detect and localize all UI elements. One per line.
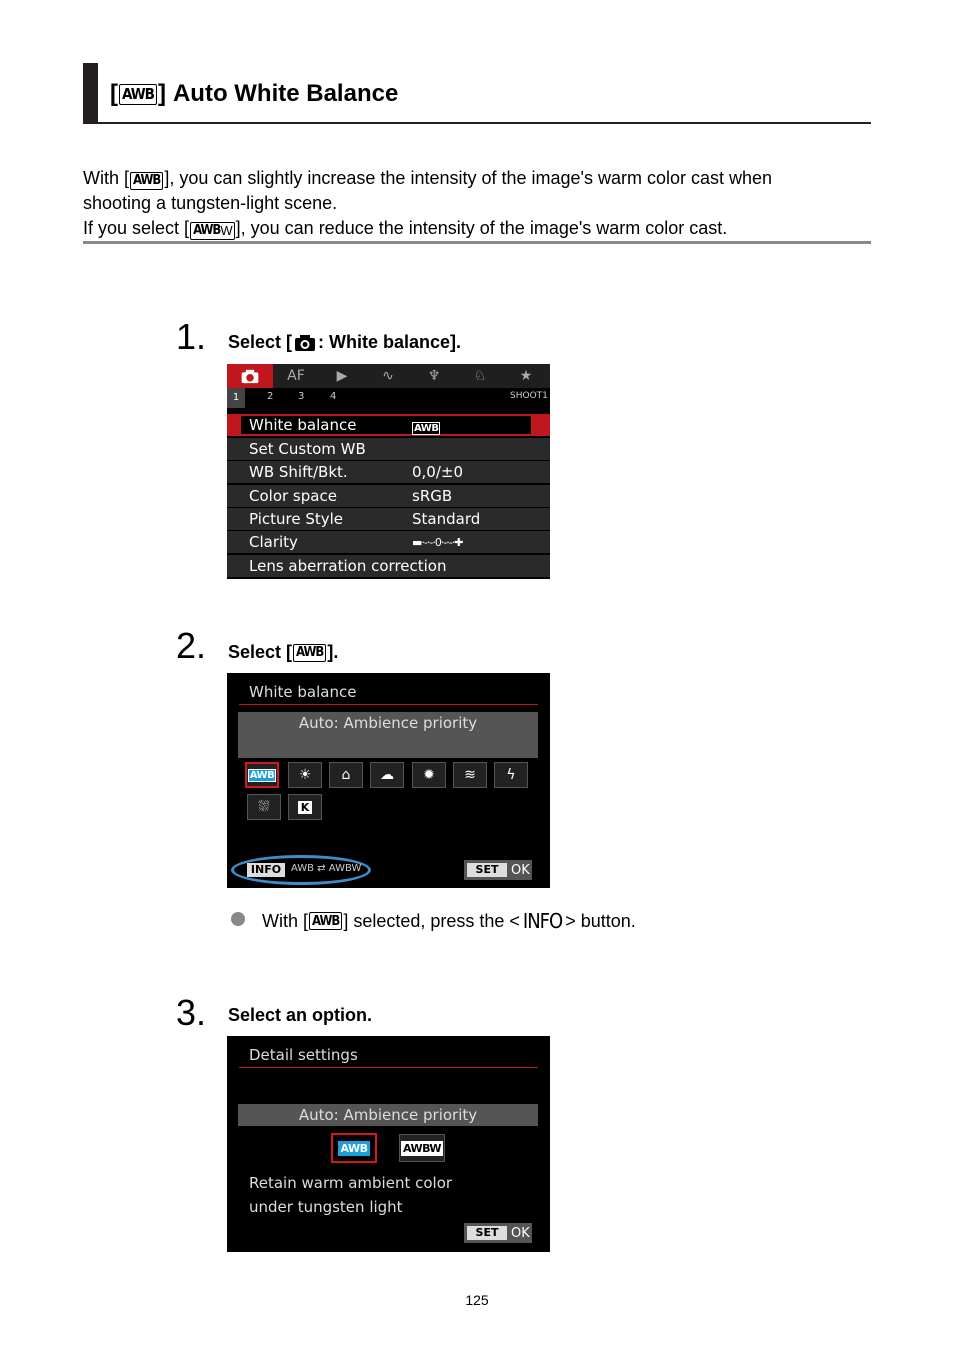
heading-bracket-open: [ bbox=[110, 80, 118, 107]
subtab-3[interactable]: 3 bbox=[298, 391, 305, 402]
subtab-2[interactable]: 2 bbox=[267, 391, 274, 402]
intro-line-3-a: If you select [ bbox=[83, 218, 190, 238]
wb-option-custom[interactable] bbox=[247, 794, 281, 820]
detail-settings-screen bbox=[227, 1036, 550, 1252]
description-line-1: Retain warm ambient color bbox=[249, 1174, 453, 1192]
screen-title: Detail settings bbox=[249, 1046, 358, 1064]
menu-row-set-custom-wb[interactable] bbox=[227, 438, 550, 460]
bullet-text bbox=[262, 909, 636, 933]
title-rule bbox=[239, 704, 538, 705]
heading-bracket-close: ] bbox=[157, 80, 166, 107]
menu-row-lens-aberration[interactable] bbox=[227, 555, 550, 577]
intro-line-1-a: With [ bbox=[83, 168, 130, 188]
tab-custom[interactable]: ♘ bbox=[473, 368, 487, 384]
set-ok-button[interactable] bbox=[464, 860, 532, 880]
menu-row-value: 0,0/±0 bbox=[412, 463, 464, 481]
menu-row-value: Standard bbox=[412, 510, 481, 528]
bullet-text-a: With [ bbox=[262, 910, 309, 931]
wb-option-fluorescent[interactable] bbox=[453, 762, 487, 788]
set-label: SET bbox=[467, 1226, 507, 1240]
heading-rule bbox=[83, 122, 871, 124]
flash-icon: ϟ bbox=[506, 767, 516, 783]
camera-icon bbox=[240, 369, 260, 384]
intro-line-2: shooting a tungsten-light scene. bbox=[83, 193, 338, 213]
menu-row-label: White balance bbox=[249, 416, 357, 434]
white-balance-screen bbox=[227, 673, 550, 888]
step-number: 1. bbox=[176, 316, 207, 357]
ok-label: OK bbox=[511, 862, 530, 878]
set-label: SET bbox=[467, 863, 507, 877]
shade-icon: ⌂ bbox=[341, 767, 351, 783]
menu-row-white-balance[interactable] bbox=[227, 414, 550, 436]
wb-option-flash[interactable] bbox=[494, 762, 528, 788]
awb-white-priority-icon: AWBW bbox=[402, 1141, 442, 1155]
menu-tab-bar bbox=[227, 364, 550, 388]
menu-row-value: sRGB bbox=[412, 487, 453, 505]
title-rule bbox=[239, 1067, 538, 1068]
info-button[interactable]: INFO bbox=[247, 863, 285, 877]
tab-my-menu[interactable]: ★ bbox=[519, 368, 533, 384]
daylight-icon: ☀ bbox=[298, 767, 312, 783]
option-description bbox=[249, 1171, 452, 1219]
kelvin-icon: K bbox=[298, 801, 313, 814]
menu-row-label: Clarity bbox=[249, 533, 298, 551]
menu-row-clarity[interactable] bbox=[227, 531, 550, 553]
step-1-text bbox=[228, 332, 461, 353]
wb-option-cloudy[interactable] bbox=[370, 762, 404, 788]
wb-option-daylight[interactable] bbox=[288, 762, 322, 788]
bullet-icon bbox=[231, 912, 245, 926]
step-3-text: Select an option. bbox=[228, 1005, 373, 1025]
step-2-text-a: Select [ bbox=[228, 642, 293, 662]
step-2-text bbox=[228, 642, 338, 663]
section-heading bbox=[110, 80, 398, 108]
awb-ambience-icon: AWB bbox=[340, 1141, 368, 1155]
awb-ambience-icon: AWB bbox=[293, 644, 326, 662]
intro-line-1-b: ], you can slightly increase the intensity of the image's warm color cast when bbox=[164, 168, 773, 188]
tab-af[interactable]: AF bbox=[287, 368, 305, 384]
heading-title: Auto White Balance bbox=[172, 80, 399, 107]
description-line-2: under tungsten light bbox=[249, 1198, 403, 1216]
tab-shoot[interactable] bbox=[227, 364, 273, 388]
subtab-1[interactable]: 1 bbox=[227, 388, 245, 408]
menu-row-label: Set Custom WB bbox=[249, 440, 366, 458]
intro-line-3 bbox=[83, 216, 873, 241]
menu-subtab-bar bbox=[227, 388, 550, 408]
awb-toggle-text: AWB ⇄ AWBW bbox=[291, 863, 362, 874]
awb-white-priority-icon bbox=[190, 222, 235, 240]
awb-ambience-icon: AWB bbox=[130, 172, 163, 190]
menu-row-picture-style[interactable] bbox=[227, 508, 550, 530]
intro-rule bbox=[83, 241, 871, 244]
intro-text bbox=[83, 166, 873, 241]
wb-option-tungsten[interactable] bbox=[412, 762, 446, 788]
intro-line-3-b: ], you can reduce the intensity of the image's warm color cast. bbox=[235, 218, 728, 238]
awb-ambience-icon: AWB bbox=[309, 912, 342, 930]
tab-setup[interactable]: ♆ bbox=[427, 368, 441, 384]
menu-row-value bbox=[412, 417, 440, 435]
menu-row-label: Lens aberration correction bbox=[249, 557, 447, 575]
menu-row-color-space[interactable] bbox=[227, 485, 550, 507]
wb-mode-label: Auto: Ambience priority bbox=[238, 1104, 538, 1126]
option-awb-white[interactable] bbox=[399, 1134, 445, 1162]
camera-menu-screen bbox=[227, 364, 550, 579]
set-ok-button[interactable] bbox=[464, 1223, 532, 1243]
wb-option-awb[interactable] bbox=[245, 762, 279, 788]
ok-label: OK bbox=[511, 1225, 530, 1241]
clarity-scale: ▬·-·-·0·-·-·✚ bbox=[412, 536, 463, 549]
option-awb-ambience[interactable] bbox=[331, 1133, 377, 1163]
awb-ambience-icon: AWB bbox=[249, 769, 275, 781]
step-1-text-a: Select [ bbox=[228, 332, 293, 352]
menu-row-label: Picture Style bbox=[249, 510, 344, 528]
page-number: 125 bbox=[465, 1292, 489, 1308]
camera-icon bbox=[294, 334, 316, 352]
custom-wb-icon: ⛆ bbox=[258, 799, 270, 815]
awbw-icon-w: W bbox=[220, 223, 232, 238]
bullet-text-b: ] selected, press the < bbox=[343, 910, 520, 931]
fluorescent-icon: ≋ bbox=[464, 767, 476, 783]
awbw-icon-awb: AWB bbox=[193, 223, 221, 238]
step-2-text-b: ]. bbox=[327, 642, 339, 662]
tab-wireless[interactable]: ∿ bbox=[382, 368, 394, 384]
bullet-text-c: > button. bbox=[565, 910, 636, 931]
step-number: 3. bbox=[176, 992, 207, 1033]
intro-line-1 bbox=[83, 166, 873, 191]
awb-ambience-icon: AWB bbox=[119, 84, 157, 105]
awb-ambience-icon: AWB bbox=[414, 423, 439, 434]
tab-playback[interactable]: ▶ bbox=[336, 368, 348, 384]
wb-mode-label: Auto: Ambience priority bbox=[238, 712, 538, 758]
menu-row-wb-shift[interactable] bbox=[227, 461, 550, 483]
step-1-text-b: : White balance]. bbox=[318, 332, 462, 352]
wb-option-kelvin[interactable] bbox=[288, 794, 322, 820]
subtab-4[interactable]: 4 bbox=[330, 391, 337, 402]
menu-row-label: Color space bbox=[249, 487, 337, 505]
screen-title: White balance bbox=[249, 683, 357, 701]
tungsten-icon: ✹ bbox=[423, 767, 435, 783]
wb-option-shade[interactable] bbox=[329, 762, 363, 788]
info-button-icon: INFO bbox=[522, 909, 563, 933]
heading-bar bbox=[83, 63, 98, 123]
cloudy-icon: ☁ bbox=[380, 767, 394, 783]
step-number: 2. bbox=[176, 625, 207, 666]
shoot-label: SHOOT1 bbox=[510, 391, 548, 401]
menu-row-label: WB Shift/Bkt. bbox=[249, 463, 348, 481]
